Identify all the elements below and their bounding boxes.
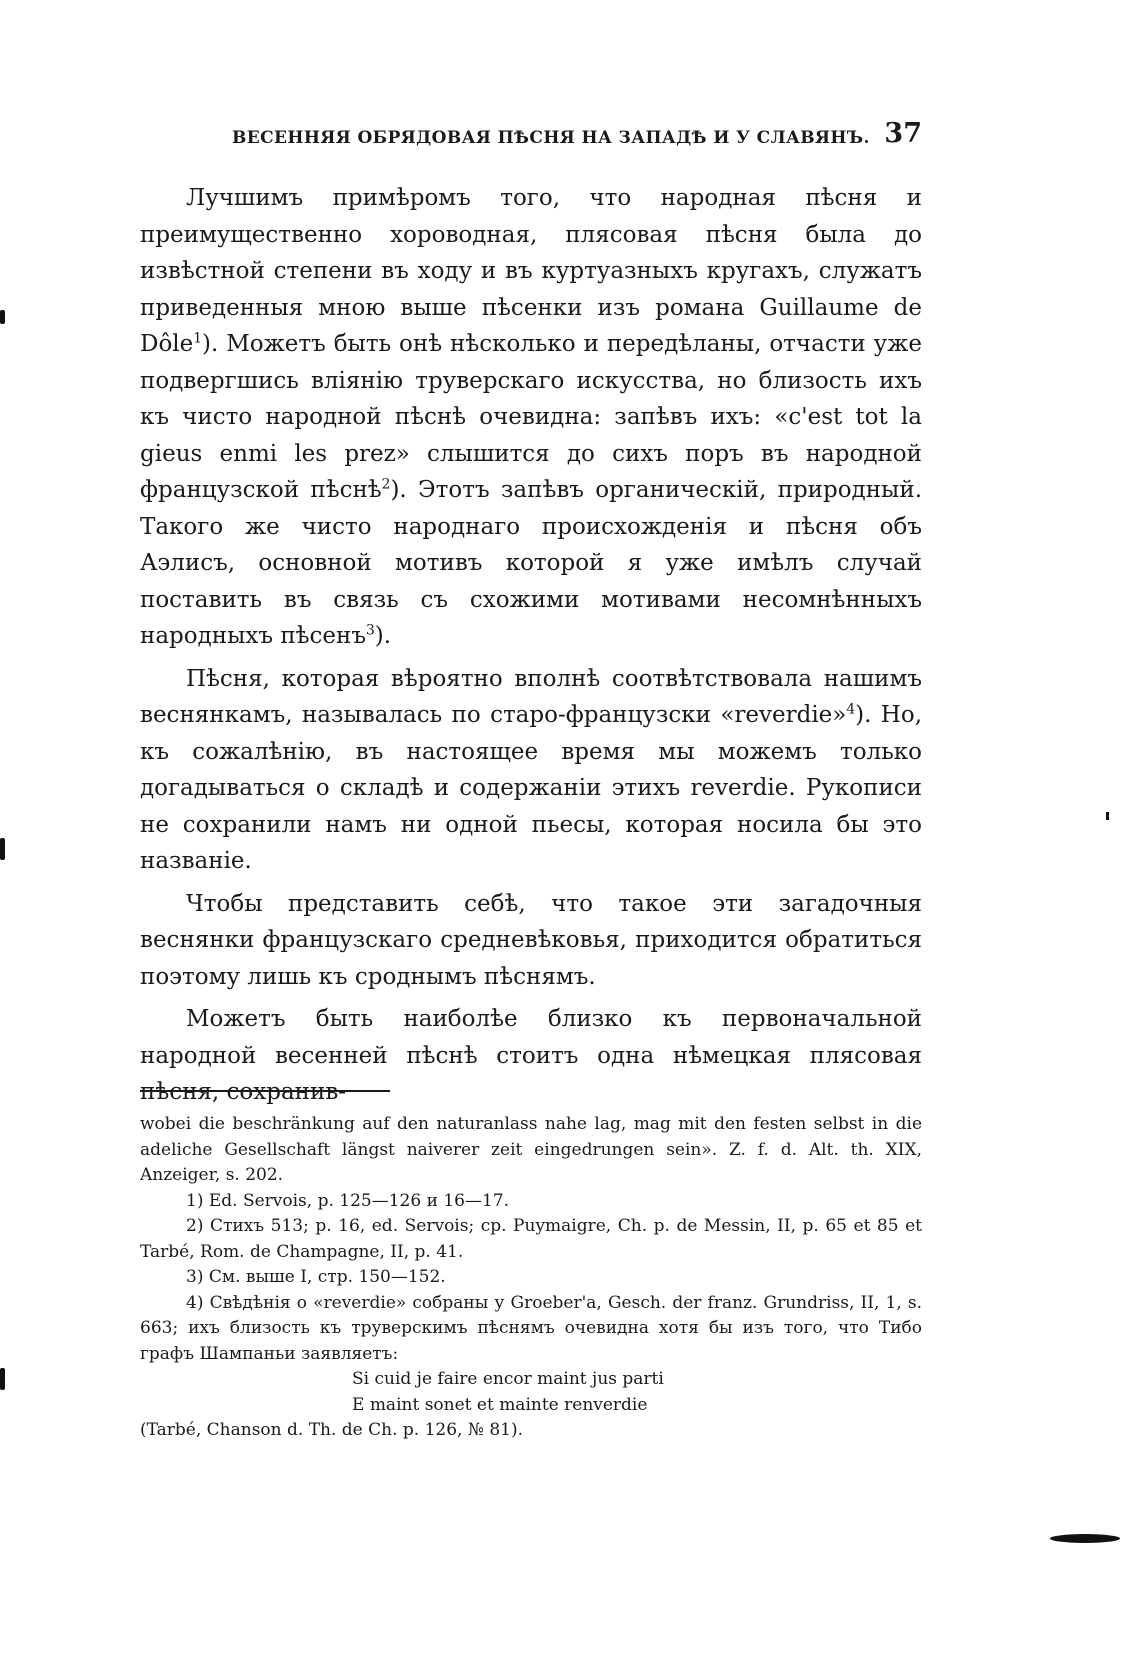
verse-line-1: Si cuid je faire encor maint jus parti	[352, 1369, 664, 1389]
scan-mark-right-dot	[1106, 812, 1109, 820]
paragraph-1-text-c: ). Этотъ запѣвъ органическій, природный. Такого же чисто народнаго происхожденія и пѣсня объ Аэлисъ, основной мотивъ которой я уже имѣлъ случай поставить въ связь съ схожими мотивами несомнѣнныхъ народныхъ пѣсенъ	[140, 477, 922, 649]
scan-mark-left-1	[0, 310, 5, 324]
footnote-ref-3: 3	[365, 622, 375, 639]
scan-mark-bottom-right	[1050, 1534, 1120, 1543]
main-text	[140, 180, 922, 1117]
footnote-ref-1: 1	[193, 330, 203, 347]
footnote-ref-2: 2	[381, 476, 391, 493]
paragraph-3: Чтобы представить себѣ, что такое эти загадочныя веснянки французскаго средневѣковья, приходится обратиться поэтому лишь къ сроднымъ пѣснямъ.	[140, 890, 922, 990]
footnote-ref-4: 4	[846, 701, 856, 718]
footnote-4: 4) Свѣдѣнія о «reverdie» собраны у Groeber'a, Gesch. der franz. Grundriss, II, 1, s. 663; ихъ близость къ труверскимъ пѣснямъ очевидна хотя бы изъ того, что Тибо графъ Шампаньи заявляетъ:	[140, 1292, 922, 1364]
footnote-source: (Tarbé, Chanson d. Th. de Ch. p. 126, № 81).	[140, 1420, 524, 1440]
footnotes	[140, 1112, 922, 1444]
paragraph-1-text-b: ). Можетъ быть онѣ нѣсколько и передѣланы, отчасти уже подвергшись вліянію труверскаго искусства, но близость ихъ къ чисто народной пѣснѣ очевидна: запѣвъ ихъ: «c'est tot la gieus enmi les prez» слышится до сихъ поръ въ народной французской пѣснѣ	[140, 331, 922, 503]
paragraph-1	[140, 180, 922, 655]
page-header	[232, 118, 922, 158]
scan-mark-left-2	[0, 838, 5, 860]
paragraph-2-text-b: ). Но, къ сожалѣнію, въ настоящее время мы можемъ только догадываться о складѣ и содержаніи этихъ reverdie. Рукописи не сохранили намъ ни одной пьесы, которая носила бы это названіе.	[140, 702, 923, 874]
scan-mark-left-3	[0, 1368, 5, 1390]
page-number: 37	[884, 118, 922, 149]
paragraph-1-text-a: Лучшимъ примѣромъ того, что народная пѣсня и преимущественно хороводная, плясовая пѣсня была до извѣстной степени въ ходу и въ куртуазныхъ кругахъ, служатъ приведенныя мною выше пѣсенки изъ романа Guillaume de Dôle	[140, 185, 922, 357]
paragraph-1-text-d: ).	[374, 623, 392, 649]
paragraph-4: Можетъ быть наиболѣе близко къ первоначальной народной весенней пѣснѣ стоитъ одна нѣмецкая плясовая пѣсня, сохранив-	[140, 1006, 922, 1105]
footnote-2: 2) Стихъ 513; p. 16, ed. Servois; cp. Puymaigre, Ch. p. de Messin, II, p. 65 et 85 et Tarbé, Rom. de Champagne, II, p. 41.	[140, 1216, 922, 1262]
verse-line-2: E maint sonet et mainte renverdie	[352, 1394, 648, 1415]
paragraph-2-text-a: Пѣсня, которая вѣроятно вполнѣ соотвѣтствовала нашимъ веснянкамъ, называлась по старо-французски «reverdie»	[140, 665, 922, 728]
footnote-divider	[140, 1090, 390, 1092]
footnote-3: 3) См. выше I, стр. 150—152.	[186, 1267, 446, 1287]
running-title: ВЕСЕННЯЯ ОБРЯДОВАЯ ПѢСНЯ НА ЗАПАДѢ И У СЛАВЯНЪ.	[232, 128, 870, 148]
footnote-1: 1) Ed. Servois, p. 125—126 и 16—17.	[186, 1190, 509, 1211]
paragraph-2	[140, 661, 922, 880]
footnote-continuation: wobei die beschränkung auf den naturanlass nahe lag, mag mit den festen selbst in die adeliche Gesellschaft längst naiverer zeit eingedrungen sein». Z. f. d. Alt. th. XIX, Anzeiger, s. 202.	[140, 1114, 922, 1185]
